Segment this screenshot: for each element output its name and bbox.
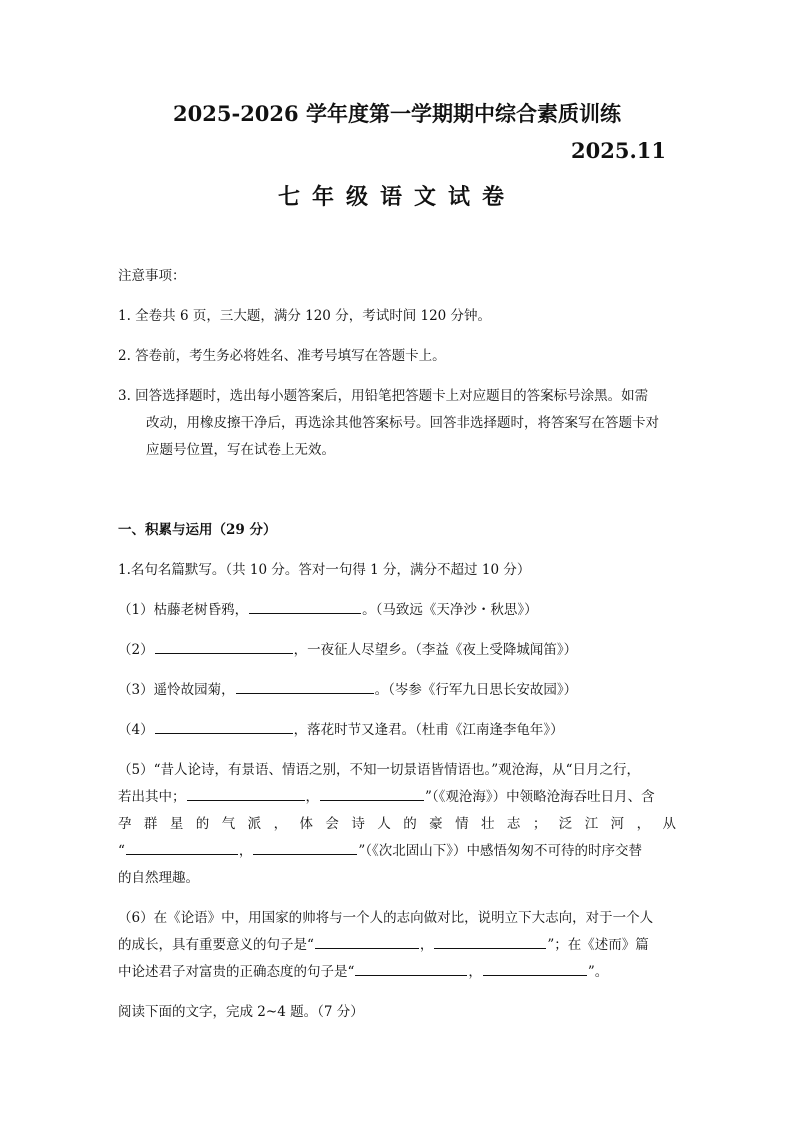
comma: ，: [419, 937, 434, 953]
question-1-item-6-line-2: [118, 933, 649, 953]
item-6-suffix: ”；在《述而》篇: [547, 937, 649, 953]
item-2-suffix: ，一夜征人尽望乡。（李益《夜上受降城闻笛》）: [293, 642, 578, 658]
answer-blank[interactable]: [320, 786, 424, 801]
question-1-item-5-line-4: [118, 839, 642, 859]
reading-prompt: 阅读下面的文字，完成 2~4 题。（7 分）: [118, 1004, 364, 1020]
answer-blank[interactable]: [126, 840, 238, 855]
question-1-item-5-line-3: 孕群星的气派，体会诗人的豪情壮志；泛江河，从: [118, 816, 676, 832]
notice-item-2: 2. 答卷前，考生务必将姓名、准考号填写在答题卡上。: [118, 348, 446, 364]
answer-blank[interactable]: [155, 719, 293, 734]
answer-blank[interactable]: [434, 934, 546, 949]
answer-blank[interactable]: [315, 934, 419, 949]
item-6-prefix-2: 中论述君子对富贵的正确态度的句子是“: [118, 964, 355, 980]
answer-blank[interactable]: [187, 786, 305, 801]
question-1-intro: 1.名句名篇默写。（共 10 分。答对一句得 1 分，满分不超过 10 分）: [118, 562, 531, 578]
notice-heading: 注意事项：: [118, 268, 186, 284]
comma: ，: [468, 964, 482, 980]
question-1-item-1: [118, 598, 538, 618]
answer-blank[interactable]: [253, 840, 357, 855]
question-1-item-5-line-5: 的自然理趣。: [118, 870, 199, 886]
notice-item-3-cont-1: 改动，用橡皮擦干净后，再选涂其他答案标号。回答非选择题时，将答案写在答题卡对: [146, 415, 659, 431]
item-3-prefix: （3）遥怜故园菊，: [118, 682, 235, 698]
question-1-item-6-line-1: （6）在《论语》中，用国家的帅将与一个人的志向做对比，说明立下大志向，对于一个人: [118, 910, 654, 926]
item-5-suffix: ”（《观沧海》）中领略沧海吞吐日月、含: [425, 789, 655, 805]
paper-title: 2025-2026 学年度第一学期期中综合素质训练: [173, 101, 621, 126]
answer-blank[interactable]: [355, 961, 467, 976]
question-1-item-6-line-3: [118, 960, 608, 980]
question-1-item-2: [118, 638, 577, 658]
comma: ，: [305, 789, 319, 805]
item-5-suffix-2: ”（《次北固山下》）中感悟匆匆不可待的时序交替: [358, 843, 643, 859]
notice-item-1: 1. 全卷共 6 页，三大题，满分 120 分，考试时间 120 分钟。: [118, 308, 492, 324]
item-2-prefix: （2）: [118, 642, 154, 658]
item-4-suffix: ，落花时节又逢君。（杜甫《江南逢李龟年》）: [293, 722, 564, 738]
paper-subtitle: 七年级语文试卷: [277, 184, 516, 210]
answer-blank[interactable]: [249, 599, 361, 614]
answer-blank[interactable]: [483, 961, 587, 976]
section-heading: 一、积累与运用（29 分）: [118, 522, 277, 538]
item-3-suffix: 。（岑参《行军九日思长安故园》）: [374, 682, 578, 698]
notice-item-3: 3. 回答选择题时，选出每小题答案后，用铅笔把答题卡上对应题目的答案标号涂黑。如需: [118, 388, 649, 404]
item-5-prefix: 若出其中；: [118, 789, 186, 805]
item-4-prefix: （4）: [118, 722, 154, 738]
item-5-open-quote: “: [118, 843, 125, 859]
notice-item-3-cont-2: 应题号位置，写在试卷上无效。: [146, 442, 335, 458]
item-6-suffix-2: ”。: [587, 964, 609, 980]
answer-blank[interactable]: [155, 639, 293, 654]
question-1-item-4: [118, 718, 564, 738]
paper-date: 2025.11: [571, 138, 666, 163]
item-6-prefix: 的成长，具有重要意义的句子是“: [118, 937, 314, 953]
question-1-item-5-line-2: [118, 785, 655, 805]
answer-blank[interactable]: [236, 679, 374, 694]
question-1-item-5-line-1: （5）“昔人论诗，有景语、情语之别，不知一切景语皆情语也。”观沧海，从“日月之行，: [118, 762, 641, 778]
question-1-item-3: [118, 678, 577, 698]
item-1-suffix: 。（马致远《天净沙・秋思》）: [362, 602, 538, 618]
comma: ，: [238, 843, 253, 859]
item-1-prefix: （1）枯藤老树昏鸦，: [118, 602, 249, 618]
